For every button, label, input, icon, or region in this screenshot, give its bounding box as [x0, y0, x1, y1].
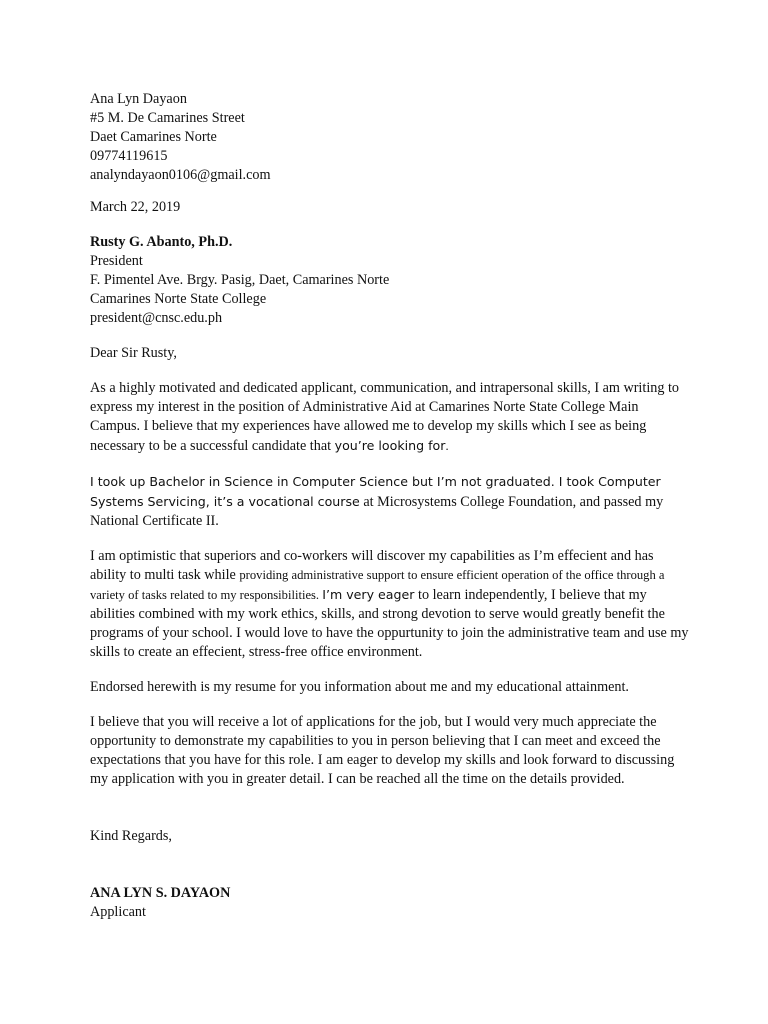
p1-text: As a highly motivated and dedicated applicant, communication, and intrapersonal skills, I am writing to express my interest in the position of Administrative Aid at Camarines Norte State College Main Campus. I believe that my experiences have allowed me to develop my skills which I see as being necessary to be a successful candidate that [90, 380, 680, 454]
body-paragraph-4: Endorsed herewith is my resume for you information about me and my educational attainment. [90, 679, 629, 695]
p3-text-a: I am optimistic that superiors and co-workers will discover my capabilities as I’m effecient and has ability to multi task while [90, 548, 654, 583]
sender-name: Ana Lyn Dayaon [90, 91, 187, 107]
p1-looking-for: you’re looking for [334, 438, 446, 453]
body-paragraph-1 [90, 379, 690, 456]
p3-text-c: I’m very eager [322, 587, 415, 602]
recipient-email: president@cnsc.edu.ph [90, 310, 223, 326]
recipient-block [90, 233, 690, 328]
body-paragraph-3 [90, 547, 690, 662]
sender-email: analyndayaon0106@gmail.com [90, 167, 271, 183]
p3-text-d: to learn independently, I believe that my abilities combined with my work ethics, skills, and strong devotion to serve would greatly benefit the programs of your school. I would love to have the oppurtunity to join the administrative team and use my skills to create an effecient, stress-free office environment. [90, 587, 689, 660]
recipient-institution: Camarines Norte State College [90, 291, 267, 307]
sender-block [90, 90, 690, 185]
cover-letter [90, 90, 690, 922]
sender-phone: 09774119615 [90, 148, 168, 164]
signature-role: Applicant [90, 904, 146, 920]
p2-text: at Microsystems College Foundation, and passed my National Certificate II. [90, 494, 664, 529]
closing: Kind Regards, [90, 828, 172, 844]
sender-street: #5 M. De Camarines Street [90, 110, 245, 126]
signature-name: ANA LYN S. DAYAON [90, 885, 231, 901]
p1-period: . [445, 439, 449, 453]
sender-city: Daet Camarines Norte [90, 129, 217, 145]
letter-date: March 22, 2019 [90, 199, 181, 215]
p3-text-b: providing administrative support to ensure efficient operation of the office through a variety of tasks related to my responsibilities. [90, 568, 665, 602]
body-paragraph-2 [90, 472, 690, 531]
salutation: Dear Sir Rusty, [90, 345, 177, 361]
p2-sans-text: I took up Bachelor in Science in Computer Science but I’m not graduated. I took Computer Systems Servicing, it’s a vocational course [90, 474, 661, 509]
body-paragraph-5: I believe that you will receive a lot of applications for the job, but I would very much appreciate the opportunity to demonstrate my capabilities to you in person believing that I can meet and exceed the expectations that you have for this role. I am eager to develop my skills and look forward to discussing my application with you in greater detail. I can be reached all the time on the details provided. [90, 714, 675, 787]
signature-block [90, 884, 690, 922]
recipient-address: F. Pimentel Ave. Brgy. Pasig, Daet, Camarines Norte [90, 272, 390, 288]
recipient-title: President [90, 253, 143, 269]
recipient-name: Rusty G. Abanto, Ph.D. [90, 234, 233, 250]
